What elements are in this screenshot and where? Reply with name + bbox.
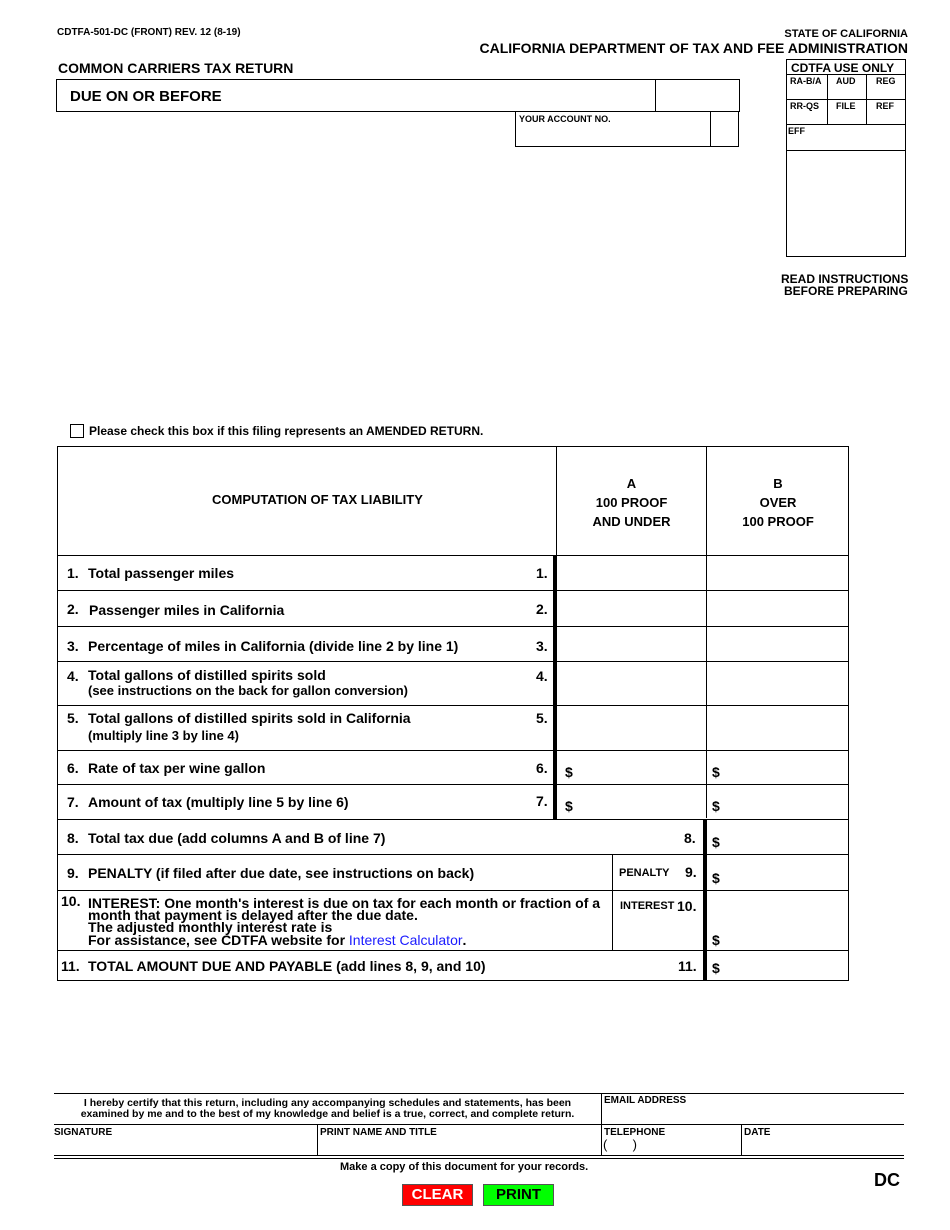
row-4-label-line2: (see instructions on the back for gallon conversion): [88, 683, 408, 698]
column-a-header: [557, 474, 706, 531]
use-only-rr-qs: RR-QS: [790, 101, 819, 111]
row-6-col-b-dollar: $: [712, 764, 720, 780]
row-8-dollar: $: [712, 834, 720, 850]
row-1-number: 1.: [67, 565, 79, 581]
account-number-field[interactable]: [516, 125, 709, 146]
print-name-label: PRINT NAME AND TITLE: [320, 1127, 437, 1138]
row-3-col-a-input[interactable]: [558, 627, 705, 660]
row-4-ref: 4.: [536, 668, 548, 684]
row-4-col-b-input[interactable]: [708, 663, 848, 704]
use-only-file: FILE: [836, 101, 856, 111]
use-only-ref: REF: [876, 101, 894, 111]
row-6-number: 6.: [67, 760, 79, 776]
certification-line1: I hereby certify that this return, including any accompanying schedules and statements, has been: [83, 1097, 572, 1109]
read-instructions-line2: BEFORE PREPARING: [784, 284, 908, 298]
row-2-col-b-input[interactable]: [708, 592, 848, 625]
email-label: EMAIL ADDRESS: [604, 1095, 687, 1106]
row-1-col-a-input[interactable]: [558, 557, 705, 589]
row-5-ref: 5.: [536, 710, 548, 726]
copy-note: Make a copy of this document for your records.: [340, 1161, 589, 1173]
row-8-total-input[interactable]: [724, 821, 848, 853]
table-heading: COMPUTATION OF TAX LIABILITY: [212, 492, 423, 507]
row-3-ref: 3.: [536, 638, 548, 654]
row-2-label: Passenger miles in California: [89, 602, 285, 618]
row-11-number: 11.: [61, 958, 80, 974]
row-2-col-a-input[interactable]: [558, 592, 705, 625]
column-b-letter: B: [773, 476, 783, 491]
row-8-number: 8.: [67, 830, 79, 846]
row-10-label-line2: month that payment is delayed after the due date.: [88, 907, 418, 923]
row-3-label: Percentage of miles in California (divide line 2 by line 1): [88, 638, 459, 654]
row-2-ref: 2.: [536, 601, 548, 617]
print-button[interactable]: PRINT: [483, 1184, 554, 1206]
column-b-line2: OVER: [759, 495, 797, 510]
form-id: CDTFA-501-DC (FRONT) REV. 12 (8-19): [57, 27, 241, 38]
cdtfa-use-only-title: CDTFA USE ONLY: [791, 61, 895, 75]
use-only-reg: REG: [876, 76, 896, 86]
state-label: STATE OF CALIFORNIA: [784, 28, 908, 40]
row-9-sub-label: PENALTY: [619, 867, 670, 879]
row-3-col-b-input[interactable]: [708, 627, 848, 660]
signature-label: SIGNATURE: [54, 1127, 113, 1138]
row-11-label-tail: (add lines 8, 9, and 10): [336, 958, 486, 974]
row-10-sub-label: INTEREST: [620, 900, 675, 912]
row-11-label: [88, 958, 486, 974]
print-name-input[interactable]: [320, 1138, 598, 1154]
column-b-header: [707, 474, 849, 531]
row-1-col-b-input[interactable]: [708, 557, 848, 589]
row-8-ref: 8.: [684, 830, 696, 846]
signature-field[interactable]: [56, 1138, 314, 1154]
due-date-label: DUE ON OR BEFORE: [70, 88, 222, 105]
row-7-number: 7.: [67, 794, 79, 810]
row-10-period: .: [462, 932, 467, 948]
column-a-line3: AND UNDER: [592, 514, 671, 529]
page-title: COMMON CARRIERS TAX RETURN: [58, 60, 294, 76]
use-only-eff: EFF: [788, 126, 805, 136]
telephone-input[interactable]: [650, 1138, 738, 1154]
interest-calculator-link[interactable]: Interest Calculator: [348, 932, 463, 948]
row-6-ref: 6.: [536, 760, 548, 776]
row-4-number: 4.: [67, 668, 79, 684]
column-b-line3: 100 PROOF: [742, 514, 814, 529]
row-9-penalty-input[interactable]: [724, 856, 848, 889]
column-a-line2: 100 PROOF: [595, 495, 668, 510]
certification-line2: examined by me and to the best of my knowledge and belief is a true, correct, and complete return.: [80, 1108, 575, 1120]
amended-return-label: Please check this box if this filing represents an AMENDED RETURN.: [89, 424, 484, 438]
row-10-label-line4: [88, 932, 466, 948]
row-6-label: Rate of tax per wine gallon: [88, 760, 266, 776]
row-11-dollar: $: [712, 960, 720, 976]
row-10-assistance-text: For assistance, see CDTFA website for: [88, 932, 346, 948]
row-7-col-b-input[interactable]: [724, 786, 848, 818]
row-3-number: 3.: [67, 638, 79, 654]
row-11-total-input[interactable]: [724, 952, 848, 980]
read-instructions-line1: READ INSTRUCTIONS: [781, 272, 909, 286]
row-11-ref: 11.: [678, 958, 697, 974]
row-7-label: Amount of tax (multiply line 5 by line 6): [88, 794, 349, 810]
use-only-ra-ba: RA-B/A: [790, 76, 822, 86]
amended-return-checkbox[interactable]: [70, 424, 84, 438]
row-11-label-main: TOTAL AMOUNT DUE AND PAYABLE: [88, 958, 333, 974]
row-5-number: 5.: [67, 710, 79, 726]
row-10-ref: 10.: [677, 898, 697, 914]
account-number-label: YOUR ACCOUNT NO.: [519, 114, 611, 124]
row-10-number: 10.: [61, 893, 81, 909]
row-6-col-b-input[interactable]: [724, 752, 848, 783]
row-5-label: Total gallons of distilled spirits sold in California: [88, 710, 411, 726]
clear-button[interactable]: CLEAR: [402, 1184, 473, 1206]
row-10-label-line3: The adjusted monthly interest rate is: [88, 919, 333, 935]
row-9-number: 9.: [67, 865, 79, 881]
row-9-dollar: $: [712, 870, 720, 886]
row-5-col-b-input[interactable]: [708, 707, 848, 749]
due-date-field[interactable]: [656, 80, 739, 111]
row-6-col-a-input[interactable]: [576, 752, 705, 783]
row-10-label: INTEREST: One month's interest is due on tax for each month or fraction of a: [88, 895, 601, 911]
date-input[interactable]: [744, 1138, 902, 1154]
row-7-col-a-input[interactable]: [576, 786, 705, 818]
row-1-label: Total passenger miles: [88, 565, 235, 581]
row-1-ref: 1.: [536, 565, 548, 581]
row-10-interest-input[interactable]: [724, 892, 848, 949]
row-7-col-b-dollar: $: [712, 798, 720, 814]
row-4-col-a-input[interactable]: [558, 663, 705, 704]
email-input[interactable]: [604, 1107, 902, 1123]
cdtfa-use-only-box: [786, 59, 906, 257]
row-5-label-line2: (multiply line 3 by line 4): [88, 728, 239, 743]
date-label: DATE: [744, 1127, 771, 1138]
row-2-number: 2.: [67, 601, 79, 617]
row-7-ref: 7.: [536, 793, 548, 809]
row-6-col-a-dollar: $: [565, 764, 573, 780]
use-only-aud: AUD: [836, 76, 856, 86]
row-7-col-a-dollar: $: [565, 798, 573, 814]
telephone-label: TELEPHONE: [604, 1127, 666, 1138]
row-8-label: Total tax due (add columns A and B of line 7): [88, 830, 386, 846]
row-4-label: Total gallons of distilled spirits sold: [88, 667, 326, 683]
row-9-label: PENALTY (if filed after due date, see instructions on back): [88, 865, 475, 881]
form-code: DC: [874, 1170, 900, 1190]
telephone-parens: ( ): [603, 1137, 637, 1152]
row-10-dollar: $: [712, 932, 720, 948]
row-5-col-a-input[interactable]: [558, 707, 705, 749]
row-9-ref: 9.: [685, 864, 697, 880]
column-a-letter: A: [626, 476, 637, 491]
agency-name: CALIFORNIA DEPARTMENT OF TAX AND FEE ADMINISTRATION: [479, 40, 908, 56]
